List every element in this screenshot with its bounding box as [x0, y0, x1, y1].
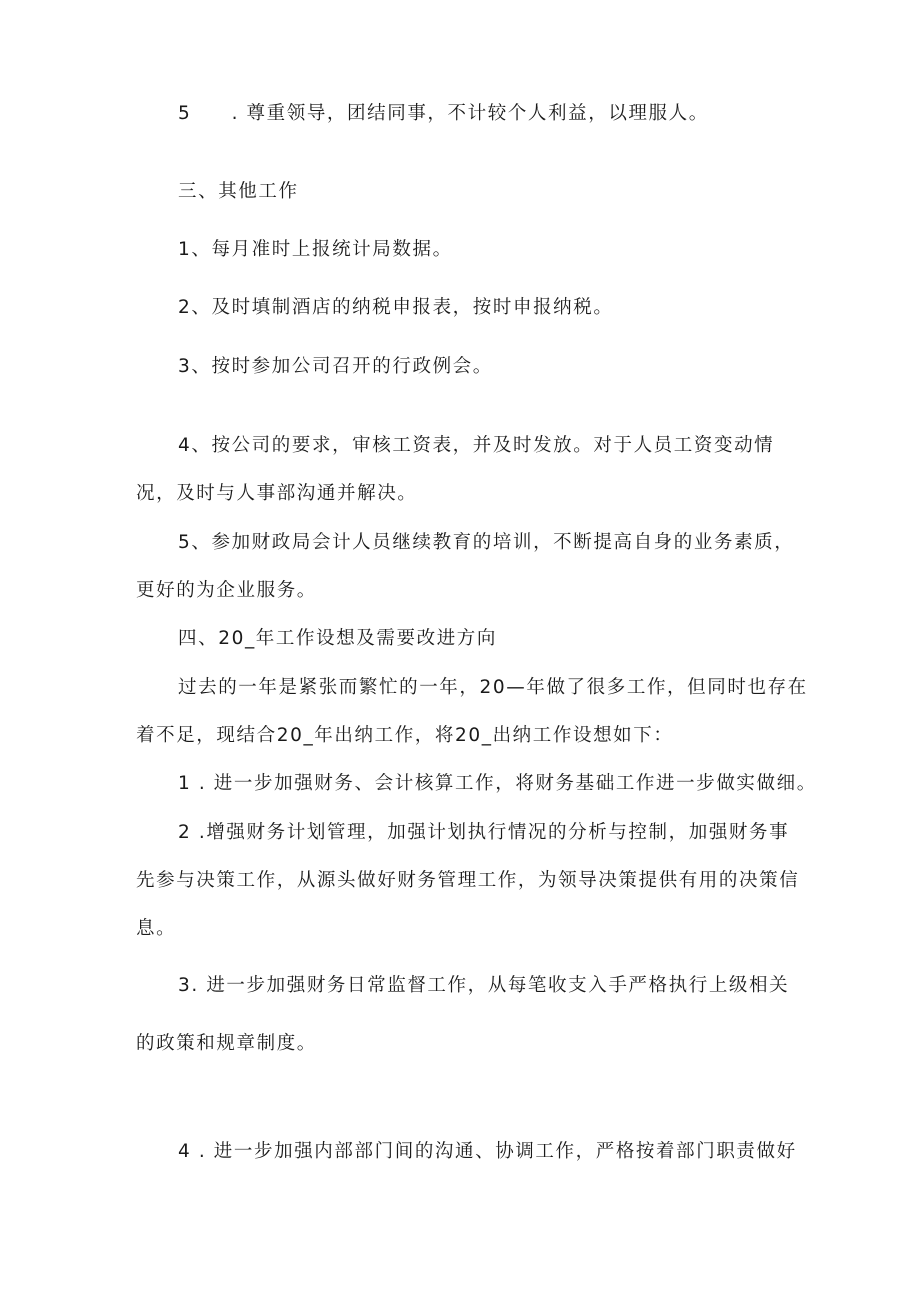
paragraph-line: 着不足，现结合20_年出纳工作，将20_出纳工作设想如下： [136, 725, 674, 746]
paragraph-line: 1 . 进一步加强财务、会计核算工作，将财务基础工作进一步做实做细。 [178, 773, 817, 794]
paragraph-line: 息。 [136, 918, 177, 939]
paragraph-line: 4、按公司的要求，审核工资表，并及时发放。对于人员工资变动情 [178, 435, 775, 456]
paragraph-line: 况，及时与人事部沟通并解决。 [136, 483, 418, 504]
paragraph-line: 5 . 尊重领导，团结同事，不计较个人利益，以理服人。 [178, 103, 709, 124]
paragraph-line: 更好的为企业服务。 [136, 580, 317, 601]
paragraph-line: 1、每月准时上报统计局数据。 [178, 239, 453, 260]
paragraph-line: 5、参加财政局会计人员继续教育的培训，不断提高自身的业务素质， [178, 532, 795, 553]
paragraph-line: 先参与决策工作，从源头做好财务管理工作，为领导决策提供有用的决策信 [136, 870, 800, 891]
paragraph-line: 的政策和规章制度。 [136, 1033, 317, 1054]
paragraph-line: 2 .增强财务计划管理，加强计划执行情况的分析与控制，加强财务事 [178, 822, 790, 843]
paragraph-line: 3. 进一步加强财务日常监督工作，从每笔收支入手严格执行上级相关 [178, 975, 790, 996]
section-heading: 三、其他工作 [178, 181, 299, 202]
section-heading: 四、20_年工作设想及需要改进方向 [178, 628, 497, 649]
paragraph-line: 过去的一年是紧张而繁忙的一年，20—年做了很多工作，但同时也存在 [178, 677, 808, 698]
paragraph-line: 2、及时填制酒店的纳税申报表，按时申报纳税。 [178, 297, 614, 318]
paragraph-line: 3、按时参加公司召开的行政例会。 [178, 356, 493, 377]
paragraph-line: 4 . 进一步加强内部部门间的沟通、协调工作，严格按着部门职责做好 [178, 1141, 797, 1162]
